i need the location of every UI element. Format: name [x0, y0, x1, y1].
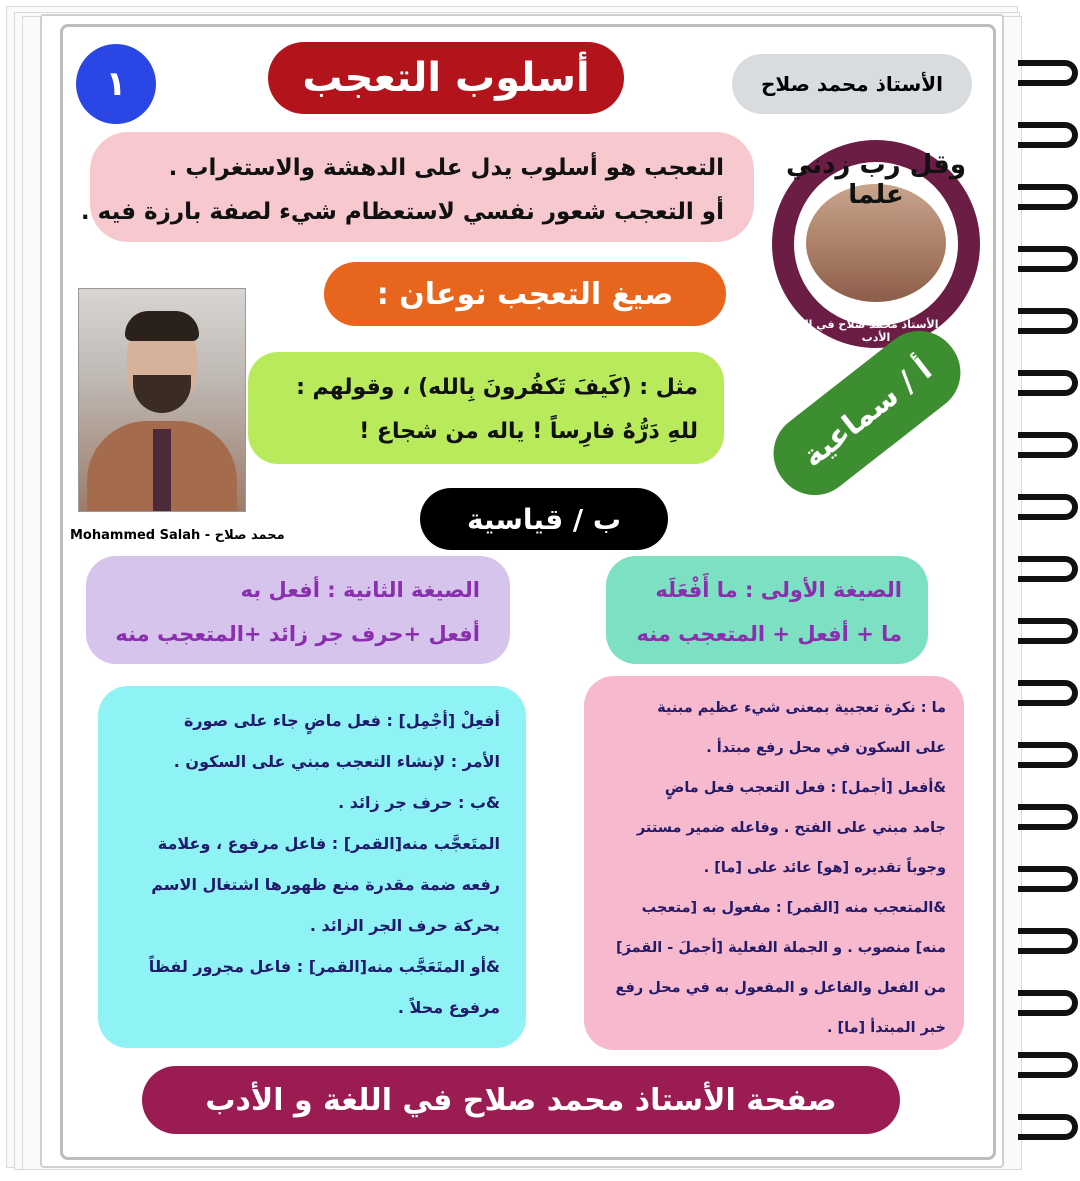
form-one-title: الصيغة الأولى : ما أَفْعَلَه: [655, 578, 902, 602]
parse-line: &أو المتَعَجَّب منه[القمر] : فاعل مجرور لفظاً: [148, 957, 500, 976]
parse-line: مرفوع محلاً .: [397, 998, 500, 1017]
form-two-title: الصيغة الثانية : أفعل به: [240, 578, 480, 602]
photo-hair: [125, 311, 199, 341]
parse-form-one-box: [584, 676, 964, 1050]
parse-line: &ب : حرف جر زائد .: [338, 793, 500, 812]
spiral-ring: [1018, 990, 1078, 1016]
page-title: أسلوب التعجب: [268, 42, 624, 114]
spiral-ring: [1018, 370, 1078, 396]
spiral-ring: [1018, 556, 1078, 582]
spiral-ring: [1018, 1052, 1078, 1078]
parse-line: أفعِلْ [أجْمِل] : فعل ماضٍ جاء على صورة: [183, 711, 500, 730]
spiral-ring: [1018, 494, 1078, 520]
spiral-ring: [1018, 308, 1078, 334]
photo-caption: Mohammed Salah - محمد صلاح: [70, 528, 285, 543]
teacher-logo-seal: [772, 140, 980, 348]
teacher-photo: [78, 288, 246, 512]
parse-line: رفعه ضمة مقدرة منع ظهورها اشتغال الاسم: [151, 875, 500, 894]
spiral-ring: [1018, 184, 1078, 210]
samaiya-label: أ / سماعية: [757, 315, 976, 511]
spiral-ring: [1018, 804, 1078, 830]
qiyasiya-label: ب / قياسية: [420, 488, 668, 550]
parse-line: ما : نكرة تعجبية بمعنى شيء عظيم مبنية: [657, 700, 946, 716]
samaiya-example-box: [248, 352, 724, 464]
definition-box: [80, 132, 754, 242]
parse-line: &أفعل [أجمل] : فعل التعجب فعل ماضٍ: [664, 780, 946, 796]
form-two-formula: أفعل +حرف جر زائد +المتعجب منه: [115, 622, 480, 646]
logo-top-text: وقل رب زدني علما: [786, 150, 966, 210]
page-number-badge: ١: [76, 44, 156, 124]
spiral-ring: [1018, 432, 1078, 458]
parse-line: المتَعجَّب منه[القمر] : فاعل مرفوع ، وعلامة: [157, 834, 500, 853]
form-one-formula: ما + أفعل + المتعجب منه: [636, 622, 902, 646]
photo-beard: [133, 375, 191, 413]
spiral-ring: [1018, 122, 1078, 148]
parse-line: الأمر : لإنشاء التعجب مبني على السكون .: [173, 752, 500, 771]
spiral-ring: [1018, 928, 1078, 954]
forms-heading: صيغ التعجب نوعان :: [324, 262, 726, 326]
teacher-name-badge: الأستاذ محمد صلاح: [732, 54, 972, 114]
photo-tie: [153, 429, 171, 511]
example-line: مثل : (كَيفَ تَكفُرونَ بِالله) ، وقولهم :: [296, 375, 698, 400]
spiral-ring: [1018, 742, 1078, 768]
definition-line: أو التعجب شعور نفسي لاستعظام شيء لصفة بارزة فيه .: [80, 199, 724, 225]
spiral-ring: [1018, 1114, 1078, 1140]
form-one-box: [606, 556, 928, 664]
parse-form-two-box: [98, 686, 526, 1048]
definition-line: التعجب هو أسلوب يدل على الدهشة والاستغراب .: [168, 155, 724, 181]
spiral-ring: [1018, 246, 1078, 272]
spiral-ring: [1018, 680, 1078, 706]
form-two-box: [86, 556, 510, 664]
parse-line: بحركة حرف الجر الزائد .: [309, 916, 500, 935]
parse-line: وجوباً تقديره [هو] عائد على [ما] .: [703, 860, 946, 876]
parse-line: منه] منصوب . و الجملة الفعلية [أجملَ - القمرَ]: [616, 940, 946, 956]
parse-line: على السكون في محل رفع مبتدأ .: [706, 740, 946, 756]
example-line: للهِ دَرُّهُ فارِساً ! ياله من شجاع !: [359, 419, 698, 444]
parse-line: خبر المبتدأ [ما] .: [826, 1020, 946, 1036]
parse-line: جامد مبني على الفتح . وفاعله ضمير مستتر: [636, 820, 946, 836]
parse-line: &المتعجب منه [القمر] : مفعول به [متعجب: [641, 900, 946, 916]
spiral-ring: [1018, 60, 1078, 86]
spiral-ring: [1018, 618, 1078, 644]
footer-banner: صفحة الأستاذ محمد صلاح في اللغة و الأدب: [142, 1066, 900, 1134]
spiral-ring: [1018, 866, 1078, 892]
logo-bottom-text: صفحة الأستاذ محمد صلاح في اللغة و الأدب: [776, 318, 976, 344]
parse-line: من الفعل والفاعل و المفعول به في محل رفع: [615, 980, 946, 996]
